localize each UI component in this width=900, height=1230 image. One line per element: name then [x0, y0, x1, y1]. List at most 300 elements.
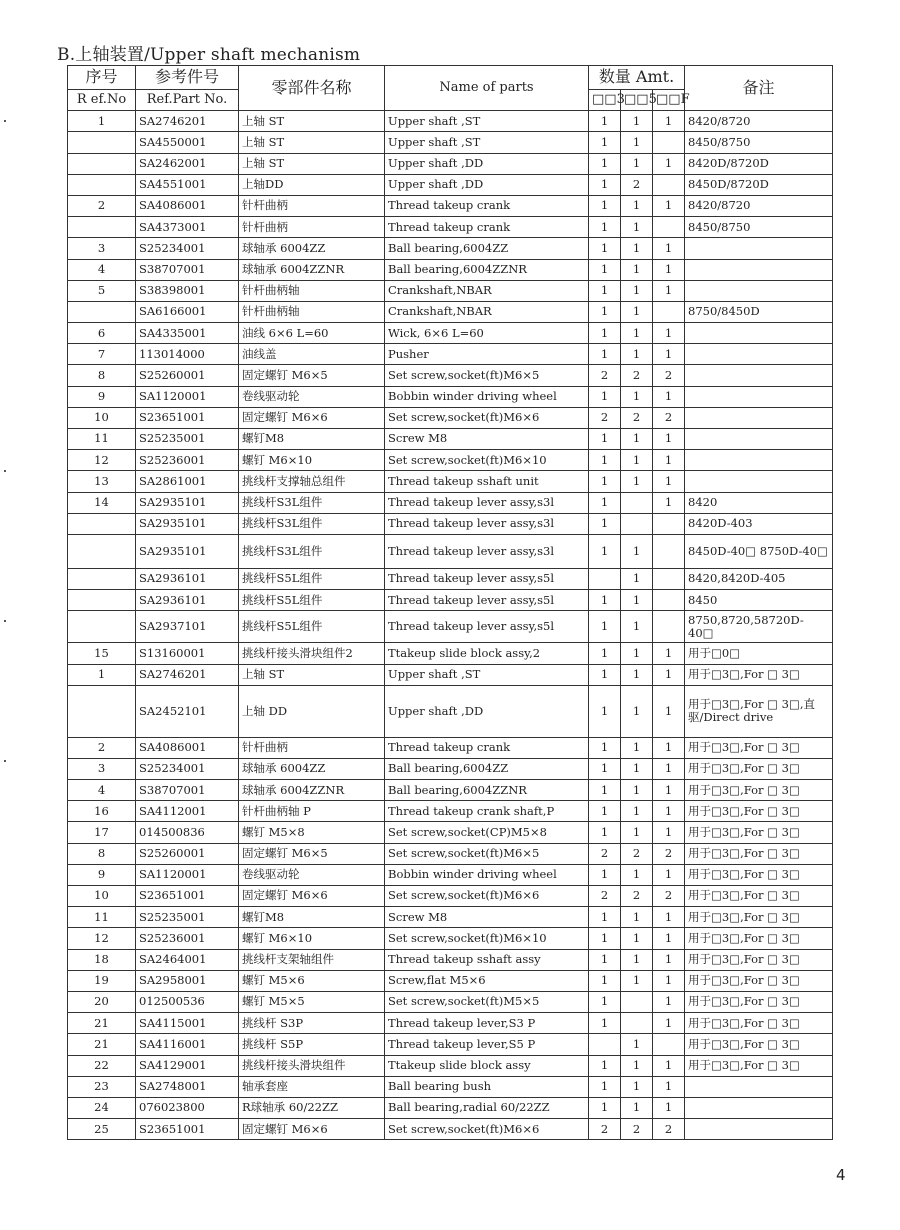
ref-no-cell: 12	[68, 450, 136, 471]
remark-cell	[685, 238, 833, 259]
amt-f-cell: 1	[653, 801, 685, 822]
part-no-cell: SA2452101	[136, 685, 239, 737]
amt-3-cell: 1	[589, 643, 621, 664]
name-en-cell: Thread takeup lever assy,s5l	[385, 611, 589, 643]
amt-3-cell: 1	[589, 780, 621, 801]
name-cn-cell: 轴承套座	[239, 1076, 385, 1097]
amt-f-cell: 1	[653, 864, 685, 885]
name-en-cell: Set screw,socket(ft)M6×5	[385, 843, 589, 864]
remark-cell	[685, 323, 833, 344]
ref-no-cell: 10	[68, 886, 136, 907]
remark-cell: 用于□3□,For □ 3□,直驱/Direct drive	[685, 685, 833, 737]
name-en-cell: Upper shaft ,DD	[385, 174, 589, 195]
remark-cell: 8450/8750	[685, 217, 833, 238]
name-cn-cell: 上轴 ST	[239, 664, 385, 685]
ref-no-cell	[68, 217, 136, 238]
amt-f-cell: 1	[653, 1097, 685, 1118]
remark-cell: 用于□3□,For □ 3□	[685, 907, 833, 928]
amt-3-cell: 1	[589, 949, 621, 970]
table-row	[68, 843, 833, 864]
amt-f-cell: 1	[653, 153, 685, 174]
part-no-cell: SA4335001	[136, 323, 239, 344]
part-no-cell: SA2746201	[136, 664, 239, 685]
ref-no-cell	[68, 534, 136, 568]
name-en-cell: Ttakeup slide block assy,2	[385, 643, 589, 664]
remark-cell: 8420D-403	[685, 513, 833, 534]
name-cn-cell: 挑线杆S3L组件	[239, 534, 385, 568]
amt-f-cell: 2	[653, 843, 685, 864]
name-en-cell: Thread takeup crank	[385, 217, 589, 238]
table-row	[68, 643, 833, 664]
name-en-cell: Ball bearing,6004ZZNR	[385, 259, 589, 280]
amt-f-cell	[653, 534, 685, 568]
amt-3-cell: 1	[589, 386, 621, 407]
part-no-cell: SA2746201	[136, 111, 239, 132]
amt-5-cell: 1	[621, 685, 653, 737]
name-cn-cell: 挑线杆 S5P	[239, 1034, 385, 1055]
amt-5-cell: 1	[621, 217, 653, 238]
remark-cell	[685, 471, 833, 492]
name-en-cell: Thread takeup lever,S5 P	[385, 1034, 589, 1055]
remark-cell	[685, 450, 833, 471]
name-cn-cell: 螺钉 M5×8	[239, 822, 385, 843]
table-row	[68, 758, 833, 779]
scan-mark	[4, 760, 6, 762]
name-en-cell: Ball bearing,6004ZZ	[385, 238, 589, 259]
amt-f-cell: 1	[653, 450, 685, 471]
amt-5-cell	[621, 513, 653, 534]
amt-5-cell: 2	[621, 886, 653, 907]
remark-cell: 8420	[685, 492, 833, 513]
remark-cell	[685, 429, 833, 450]
remark-cell: 8450D-40□ 8750D-40□	[685, 534, 833, 568]
name-en-cell: Thread takeup lever,S3 P	[385, 1013, 589, 1034]
name-cn-cell: 挑线杆支撑轴总组件	[239, 471, 385, 492]
ref-no-cell: 1	[68, 664, 136, 685]
amt-5-cell: 1	[621, 780, 653, 801]
part-no-cell: S25260001	[136, 365, 239, 386]
remark-cell: 8420,8420D-405	[685, 568, 833, 589]
amt-f-cell: 1	[653, 928, 685, 949]
amt-3-cell: 1	[589, 301, 621, 322]
amt-3-cell: 1	[589, 280, 621, 301]
part-no-cell: S25234001	[136, 238, 239, 259]
table-row	[68, 217, 833, 238]
name-cn-cell: 油线盖	[239, 344, 385, 365]
part-no-cell: SA2861001	[136, 471, 239, 492]
amt-f-cell: 2	[653, 365, 685, 386]
ref-no-cell: 25	[68, 1119, 136, 1140]
amt-f-cell: 1	[653, 280, 685, 301]
amt-f-cell: 1	[653, 685, 685, 737]
table-row	[68, 534, 833, 568]
amt-5-cell: 1	[621, 737, 653, 758]
amt-3-cell: 1	[589, 1097, 621, 1118]
amt-5-cell: 1	[621, 386, 653, 407]
ref-no-cell: 1	[68, 111, 136, 132]
amt-f-cell: 1	[653, 1055, 685, 1076]
name-en-cell: Thread takeup sshaft unit	[385, 471, 589, 492]
amt-3-cell: 1	[589, 758, 621, 779]
header-row	[68, 66, 833, 90]
name-cn-cell: 固定螺钉 M6×5	[239, 365, 385, 386]
remark-cell: 8750/8450D	[685, 301, 833, 322]
table-row	[68, 864, 833, 885]
part-no-cell: SA4129001	[136, 1055, 239, 1076]
name-cn-cell: 球轴承 6004ZZ	[239, 758, 385, 779]
amount-sub-header-5: □□5	[621, 90, 653, 111]
amt-f-cell: 1	[653, 238, 685, 259]
table-row	[68, 450, 833, 471]
ref-no-cell: 3	[68, 238, 136, 259]
name-en-cell: Thread takeup crank	[385, 195, 589, 216]
table-row	[68, 822, 833, 843]
amount-sub-header-f: □□F	[653, 90, 685, 111]
amt-5-cell: 1	[621, 664, 653, 685]
remark-cell: 8450D/8720D	[685, 174, 833, 195]
amt-5-cell: 1	[621, 643, 653, 664]
amt-3-cell: 2	[589, 365, 621, 386]
amt-3-cell: 1	[589, 685, 621, 737]
remark-cell	[685, 365, 833, 386]
amt-5-cell: 1	[621, 450, 653, 471]
amt-f-cell: 2	[653, 1119, 685, 1140]
amt-3-cell: 1	[589, 534, 621, 568]
amt-3-cell: 1	[589, 991, 621, 1012]
remark-cell	[685, 344, 833, 365]
name-cn-cell: 针杆曲柄	[239, 217, 385, 238]
amt-5-cell: 1	[621, 301, 653, 322]
amt-5-cell: 1	[621, 611, 653, 643]
amt-3-cell: 1	[589, 513, 621, 534]
part-no-cell: SA4551001	[136, 174, 239, 195]
ref-no-cell: 9	[68, 386, 136, 407]
part-no-cell: S38707001	[136, 259, 239, 280]
part-no-cell: SA1120001	[136, 386, 239, 407]
name-en-cell: Bobbin winder driving wheel	[385, 864, 589, 885]
name-cn-cell: 油线 6×6 L=60	[239, 323, 385, 344]
remark-cell: 用于□3□,For □ 3□	[685, 970, 833, 991]
name-cn-cell: 挑线杆支架轴组件	[239, 949, 385, 970]
amt-f-cell: 1	[653, 344, 685, 365]
ref-no-cell: 21	[68, 1034, 136, 1055]
name-cn-cell: 上轴 ST	[239, 132, 385, 153]
name-cn-cell: 卷线驱动轮	[239, 386, 385, 407]
ref-no-cell	[68, 590, 136, 611]
remark-cell	[685, 407, 833, 428]
amt-3-cell: 1	[589, 664, 621, 685]
amt-5-cell: 1	[621, 534, 653, 568]
table-row	[68, 1055, 833, 1076]
ref-no-header-cn: 序号	[68, 66, 136, 90]
name-en-cell: Pusher	[385, 344, 589, 365]
page-number: 4	[836, 1166, 846, 1184]
name-en-cell: Upper shaft ,ST	[385, 132, 589, 153]
table-row	[68, 323, 833, 344]
part-no-cell: SA4373001	[136, 217, 239, 238]
ref-no-cell	[68, 132, 136, 153]
amt-f-cell: 1	[653, 643, 685, 664]
name-cn-cell: 针杆曲柄	[239, 737, 385, 758]
amt-5-cell: 1	[621, 864, 653, 885]
table-row	[68, 991, 833, 1012]
name-cn-cell: 螺钉 M5×6	[239, 970, 385, 991]
remark-cell: 用于□3□,For □ 3□	[685, 1013, 833, 1034]
ref-no-cell: 18	[68, 949, 136, 970]
table-row	[68, 1013, 833, 1034]
scan-mark	[4, 470, 6, 472]
name-en-cell: Crankshaft,NBAR	[385, 301, 589, 322]
name-cn-cell: 上轴 DD	[239, 685, 385, 737]
ref-no-cell: 8	[68, 843, 136, 864]
part-no-cell: SA2936101	[136, 590, 239, 611]
amt-3-cell: 2	[589, 1119, 621, 1140]
remark-cell: 用于□3□,For □ 3□	[685, 664, 833, 685]
amt-f-cell	[653, 513, 685, 534]
table-row	[68, 386, 833, 407]
amt-f-cell: 1	[653, 822, 685, 843]
amt-3-cell: 2	[589, 886, 621, 907]
amt-f-cell: 1	[653, 1013, 685, 1034]
part-no-header-en: Ref.Part No.	[136, 90, 239, 111]
scan-mark	[4, 620, 6, 622]
amt-5-cell: 1	[621, 280, 653, 301]
amt-3-cell: 1	[589, 259, 621, 280]
amt-3-cell: 1	[589, 450, 621, 471]
ref-no-cell: 17	[68, 822, 136, 843]
table-row	[68, 238, 833, 259]
amt-5-cell: 1	[621, 323, 653, 344]
amt-5-cell: 1	[621, 1055, 653, 1076]
ref-no-cell: 13	[68, 471, 136, 492]
amt-3-cell: 1	[589, 822, 621, 843]
ref-no-header-en: R ef.No	[68, 90, 136, 111]
remark-cell: 用于□3□,For □ 3□	[685, 737, 833, 758]
part-no-cell: SA1120001	[136, 864, 239, 885]
amt-5-cell: 1	[621, 907, 653, 928]
name-en-cell: Set screw,socket(ft)M6×6	[385, 886, 589, 907]
name-cn-cell: 挑线杆S3L组件	[239, 513, 385, 534]
ref-no-cell: 9	[68, 864, 136, 885]
table-row	[68, 471, 833, 492]
ref-no-cell	[68, 568, 136, 589]
amt-3-cell	[589, 568, 621, 589]
remark-cell	[685, 280, 833, 301]
name-cn-cell: 挑线杆S5L组件	[239, 568, 385, 589]
remark-cell: 用于□3□,For □ 3□	[685, 991, 833, 1012]
part-no-cell: S25260001	[136, 843, 239, 864]
amt-f-cell: 1	[653, 111, 685, 132]
ref-no-cell	[68, 153, 136, 174]
remark-cell: 用于□3□,For □ 3□	[685, 1055, 833, 1076]
amt-f-cell: 1	[653, 429, 685, 450]
part-no-cell: S25235001	[136, 907, 239, 928]
ref-no-cell: 10	[68, 407, 136, 428]
table-row	[68, 365, 833, 386]
part-no-cell: SA2936101	[136, 568, 239, 589]
amt-f-cell: 1	[653, 492, 685, 513]
name-cn-cell: 针杆曲柄轴	[239, 280, 385, 301]
table-row	[68, 590, 833, 611]
amt-f-cell: 2	[653, 886, 685, 907]
name-cn-cell: 球轴承 6004ZZNR	[239, 259, 385, 280]
amt-5-cell: 1	[621, 238, 653, 259]
remark-cell	[685, 1076, 833, 1097]
amt-5-cell: 1	[621, 568, 653, 589]
amt-5-cell: 1	[621, 429, 653, 450]
name-en-cell: Crankshaft,NBAR	[385, 280, 589, 301]
name-en-cell: Set screw,socket(CP)M5×8	[385, 822, 589, 843]
amt-3-cell	[589, 1034, 621, 1055]
amt-5-cell	[621, 1013, 653, 1034]
name-cn-cell: 上轴 ST	[239, 111, 385, 132]
part-no-cell: S25236001	[136, 928, 239, 949]
amt-5-cell: 1	[621, 1034, 653, 1055]
name-cn-cell: 针杆曲柄轴 P	[239, 801, 385, 822]
name-cn-cell: 上轴DD	[239, 174, 385, 195]
part-no-cell: SA2464001	[136, 949, 239, 970]
amt-f-cell: 1	[653, 323, 685, 344]
amt-3-cell: 1	[589, 238, 621, 259]
name-en-cell: Ball bearing,6004ZZ	[385, 758, 589, 779]
table-row	[68, 492, 833, 513]
table-row	[68, 1076, 833, 1097]
ref-no-cell	[68, 685, 136, 737]
amt-5-cell: 2	[621, 174, 653, 195]
amt-f-cell	[653, 132, 685, 153]
name-en-cell: Thread takeup lever assy,s3l	[385, 513, 589, 534]
ref-no-cell: 24	[68, 1097, 136, 1118]
amt-5-cell: 2	[621, 843, 653, 864]
table-row	[68, 886, 833, 907]
name-en-cell: Thread takeup lever assy,s3l	[385, 534, 589, 568]
name-cn-header: 零部件名称	[239, 66, 385, 111]
amt-3-cell: 1	[589, 153, 621, 174]
name-cn-cell: R球轴承 60/22ZZ	[239, 1097, 385, 1118]
part-no-cell: SA4115001	[136, 1013, 239, 1034]
name-en-cell: Thread takeup sshaft assy	[385, 949, 589, 970]
name-en-cell: Upper shaft ,DD	[385, 685, 589, 737]
amt-3-cell: 2	[589, 843, 621, 864]
amt-5-cell: 1	[621, 132, 653, 153]
remark-cell: 用于□3□,For □ 3□	[685, 843, 833, 864]
name-cn-cell: 挑线杆接头滑块组件	[239, 1055, 385, 1076]
name-en-cell: Ttakeup slide block assy	[385, 1055, 589, 1076]
remark-cell: 8420/8720	[685, 195, 833, 216]
remark-header: 备注	[685, 66, 833, 111]
remark-cell	[685, 259, 833, 280]
table-row	[68, 737, 833, 758]
amt-f-cell: 1	[653, 949, 685, 970]
amt-f-cell	[653, 174, 685, 195]
part-no-cell: S23651001	[136, 886, 239, 907]
ref-no-cell	[68, 174, 136, 195]
ref-no-cell: 4	[68, 259, 136, 280]
amt-3-cell: 1	[589, 174, 621, 195]
table-row	[68, 1034, 833, 1055]
amt-3-cell: 1	[589, 132, 621, 153]
table-row	[68, 132, 833, 153]
name-en-cell: Thread takeup crank shaft,P	[385, 801, 589, 822]
amt-5-cell: 2	[621, 1119, 653, 1140]
ref-no-cell: 21	[68, 1013, 136, 1034]
part-no-cell: SA2935101	[136, 492, 239, 513]
table-row	[68, 429, 833, 450]
amt-5-cell: 1	[621, 153, 653, 174]
amt-f-cell: 1	[653, 780, 685, 801]
amt-f-cell: 1	[653, 970, 685, 991]
amt-f-cell	[653, 217, 685, 238]
ref-no-cell: 16	[68, 801, 136, 822]
part-no-cell: S25236001	[136, 450, 239, 471]
amt-5-cell: 1	[621, 1097, 653, 1118]
remark-cell: 用于□3□,For □ 3□	[685, 780, 833, 801]
part-no-cell: SA4116001	[136, 1034, 239, 1055]
table-row	[68, 1097, 833, 1118]
ref-no-cell	[68, 301, 136, 322]
name-en-cell: Upper shaft ,DD	[385, 153, 589, 174]
table-row	[68, 153, 833, 174]
amt-f-cell: 1	[653, 758, 685, 779]
amt-f-cell: 1	[653, 195, 685, 216]
remark-cell: 用于□3□,For □ 3□	[685, 928, 833, 949]
amt-3-cell: 1	[589, 907, 621, 928]
name-cn-cell: 固定螺钉 M6×6	[239, 886, 385, 907]
table-row	[68, 907, 833, 928]
amt-5-cell: 1	[621, 1076, 653, 1097]
name-en-cell: Thread takeup lever assy,s5l	[385, 590, 589, 611]
amt-5-cell: 1	[621, 590, 653, 611]
amt-3-cell: 1	[589, 590, 621, 611]
amt-3-cell: 1	[589, 195, 621, 216]
amt-f-cell: 1	[653, 737, 685, 758]
amt-f-cell: 1	[653, 259, 685, 280]
table-row	[68, 111, 833, 132]
part-no-cell: SA2935101	[136, 513, 239, 534]
name-cn-cell: 挑线杆S5L组件	[239, 611, 385, 643]
name-cn-cell: 固定螺钉 M6×6	[239, 1119, 385, 1140]
ref-no-cell	[68, 611, 136, 643]
name-en-cell: Wick, 6×6 L=60	[385, 323, 589, 344]
ref-no-cell: 3	[68, 758, 136, 779]
amt-3-cell: 1	[589, 970, 621, 991]
table-row	[68, 301, 833, 322]
amt-3-cell: 1	[589, 217, 621, 238]
amt-f-cell: 1	[653, 386, 685, 407]
table-row	[68, 344, 833, 365]
remark-cell: 用于□3□,For □ 3□	[685, 886, 833, 907]
part-no-cell: SA4112001	[136, 801, 239, 822]
remark-cell: 用于□3□,For □ 3□	[685, 801, 833, 822]
amt-f-cell: 1	[653, 991, 685, 1012]
amt-3-cell: 1	[589, 864, 621, 885]
amt-5-cell: 1	[621, 111, 653, 132]
ref-no-cell: 20	[68, 991, 136, 1012]
name-en-cell: Ball bearing,6004ZZNR	[385, 780, 589, 801]
amt-5-cell: 1	[621, 195, 653, 216]
table-row	[68, 195, 833, 216]
name-cn-cell: 挑线杆接头滑块组件2	[239, 643, 385, 664]
amt-f-cell	[653, 568, 685, 589]
amt-5-cell: 1	[621, 471, 653, 492]
name-en-cell: Set screw,socket(ft)M6×10	[385, 928, 589, 949]
name-cn-cell: 挑线杆S3L组件	[239, 492, 385, 513]
name-en-cell: Ball bearing bush	[385, 1076, 589, 1097]
table-row	[68, 1119, 833, 1140]
scan-mark	[4, 120, 6, 122]
part-no-cell: SA4086001	[136, 195, 239, 216]
amt-f-cell: 1	[653, 471, 685, 492]
